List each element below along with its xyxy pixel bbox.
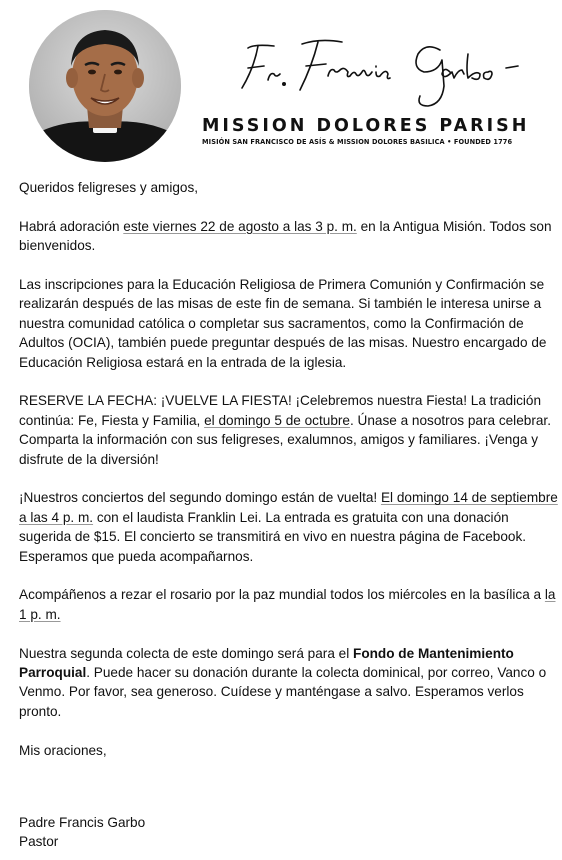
date-link[interactable]: el domingo 5 de octubre: [204, 412, 350, 428]
parish-name: MISSION DOLORES PARISH: [202, 116, 530, 136]
signer-title: Pastor: [19, 834, 59, 850]
time-link[interactable]: la 1 p. m.: [19, 587, 556, 622]
text: Habrá adoración: [19, 218, 124, 234]
signer-name: Padre Francis Garbo: [19, 815, 146, 830]
text: . Puede hacer su donación durante la colecta dominical, por correo, Vanco o Venmo. Por favor, sea generoso. Cuídese y manténgase a salvo. Esperamos verlos pronto.: [19, 665, 547, 719]
pastor-portrait: [29, 10, 181, 162]
paragraph-concerts: [19, 488, 559, 566]
parish-subtitle: MISIÓN SAN FRANCISCO DE ASÍS & MISSION DOLORES BASILICA • FOUNDED 1776: [202, 138, 513, 146]
paragraph-adoration: [19, 217, 559, 256]
text: Acompáñenos a rezar el rosario por la paz mundial todos los miércoles en la basílica a: [19, 587, 545, 603]
paragraph-fiesta: [19, 391, 559, 469]
greeting: Queridos feligreses y amigos,: [19, 180, 199, 195]
paragraph-rosary: [19, 585, 559, 624]
text: en la Antigua Misión. Todos son bienvenidos.: [19, 218, 552, 254]
paragraph-religious-education: Las inscripciones para la Educación Religiosa de Primera Comunión y Confirmación se realizarán después de las misas de este fin de semana. Si también le interesa unirse a nuestra comunidad católica o completar sus sacramentos, como la Confirmación de Adultos (OCIA), también puede preguntar después de las misas. Nuestro encargado de Educación Religiosa estará en la entrada de la iglesia.: [19, 277, 547, 370]
text: ¡Nuestros conciertos del segundo domingo están de vuelta!: [19, 490, 381, 506]
fund-name: Fondo de Mantenimiento Parroquial: [19, 645, 514, 681]
text: RESERVE LA FECHA: ¡VUELVE LA FIESTA! ¡Celebremos nuestra Fiesta! La tradición continúa: Fe, Fiesta y Familia,: [19, 393, 542, 428]
signature-block: [19, 813, 145, 852]
text: con el laudista Franklin Lei. La entrada es gratuita con una donación sugerida de $15. El concierto se transmitirá en vivo en nuestra página de Facebook. Esperamos que pueda acompañarnos.: [19, 509, 527, 564]
date-link[interactable]: El domingo 14 de septiembre a las 4 p. m.: [19, 490, 558, 525]
pastor-signature: [230, 26, 530, 116]
letterhead: [0, 0, 562, 170]
text: . Únase a nosotros para celebrar. Comparta la información con sus feligreses, exalumnos, amigos y familiares. ¡Venga y disfrute de la diversión!: [19, 412, 551, 467]
letter-body: [19, 178, 559, 760]
closing: Mis oraciones,: [19, 742, 107, 758]
paragraph-collection: [19, 644, 559, 722]
text: Nuestra segunda colecta de este domingo será para el: [19, 645, 354, 661]
date-link[interactable]: este viernes 22 de agosto a las 3 p. m.: [123, 218, 357, 234]
